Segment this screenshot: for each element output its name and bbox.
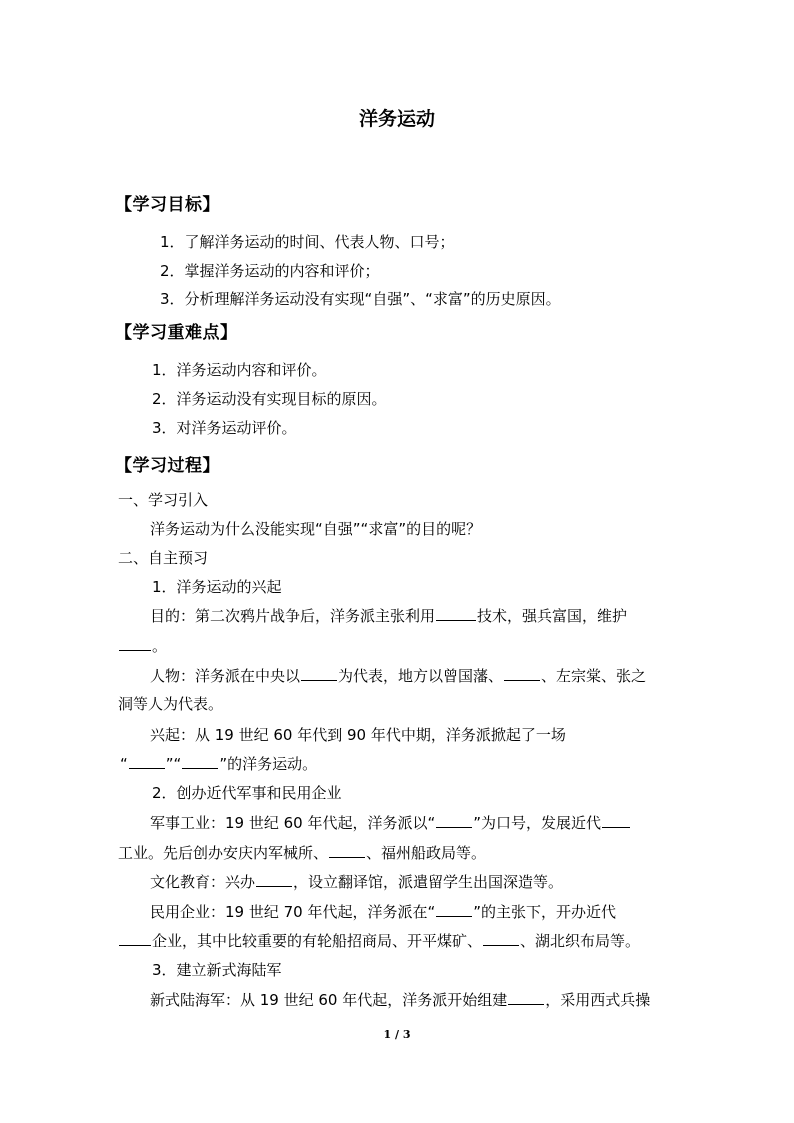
fill-blank[interactable] xyxy=(436,606,476,621)
part-heading: 一、学习引入 xyxy=(118,491,209,509)
goal-item: 3．分析理解洋务运动没有实现“自强”、“求富”的历史原因。 xyxy=(160,290,561,308)
people-line: 人物：洋务派在中央以 为代表，地方以曾国藩、 、左宗棠、张之 xyxy=(150,667,647,685)
goal-item: 2．掌握洋务运动的内容和评价； xyxy=(160,262,380,280)
fill-blank[interactable] xyxy=(301,666,337,681)
section-heading-goals: 【学习目标】 xyxy=(115,195,220,215)
fill-blank[interactable] xyxy=(508,990,544,1005)
fill-blank[interactable] xyxy=(119,931,151,946)
fill-blank[interactable] xyxy=(602,813,630,828)
sub-heading: 2．创办近代军事和民用企业 xyxy=(152,784,342,802)
military-line-cont: 工业。先后创办安庆内军械所、 、福州船政局等。 xyxy=(118,844,487,862)
keypoint-item: 2．洋务运动没有实现目标的原因。 xyxy=(152,390,387,408)
page-number: 1 / 3 xyxy=(383,1028,411,1041)
military-line: 军事工业：19 世纪 60 年代起，洋务派以“ ”为口号，发展近代 xyxy=(150,813,631,833)
army-line: 新式陆海军：从 19 世纪 60 年代起，洋务派开始组建 ，采用西式兵操 xyxy=(150,991,651,1009)
fill-blank[interactable] xyxy=(182,754,218,769)
people-line-cont: 洞等人为代表。 xyxy=(118,695,224,713)
fill-blank[interactable] xyxy=(483,931,519,946)
fill-blank[interactable] xyxy=(504,666,540,681)
sub-heading: 1．洋务运动的兴起 xyxy=(152,578,282,596)
purpose-line: 目的：第二次鸦片战争后，洋务派主张利用 技术，强兵富国，维护 xyxy=(150,607,628,625)
fill-blank[interactable] xyxy=(436,902,472,917)
education-line: 文化教育：兴办 ，设立翻译馆，派遣留学生出国深造等。 xyxy=(150,873,564,891)
intro-question: 洋务运动为什么没能实现“自强”“求富”的目的呢？ xyxy=(150,520,482,538)
rise-line-cont: “ ”“ ”的洋务运动。 xyxy=(120,755,318,773)
section-heading-process: 【学习过程】 xyxy=(115,456,220,476)
rise-line: 兴起：从 19 世纪 60 年代到 90 年代中期，洋务派掀起了一场 xyxy=(150,726,566,744)
fill-blank[interactable] xyxy=(329,843,365,858)
sub-heading: 3．建立新式海陆军 xyxy=(152,961,282,979)
part-heading: 二、自主预习 xyxy=(118,549,209,567)
keypoint-item: 1．洋务运动内容和评价。 xyxy=(152,361,327,379)
purpose-line-cont: 。 xyxy=(118,636,167,656)
goal-item: 1．了解洋务运动的时间、代表人物、口号； xyxy=(160,233,455,251)
fill-blank[interactable] xyxy=(129,754,165,769)
section-heading-keypoints: 【学习重难点】 xyxy=(115,323,238,343)
page-title: 洋务运动 xyxy=(358,108,435,130)
keypoint-item: 3．对洋务运动评价。 xyxy=(152,419,297,437)
fill-blank[interactable] xyxy=(119,636,151,651)
fill-blank[interactable] xyxy=(436,813,472,828)
civil-line: 民用企业：19 世纪 70 年代起，洋务派在“ ”的主张下，开办近代 xyxy=(150,903,617,921)
fill-blank[interactable] xyxy=(256,872,292,887)
civil-line-cont: 企业，其中比较重要的有轮船招商局、开平煤矿、 、湖北织布局等。 xyxy=(118,931,640,951)
